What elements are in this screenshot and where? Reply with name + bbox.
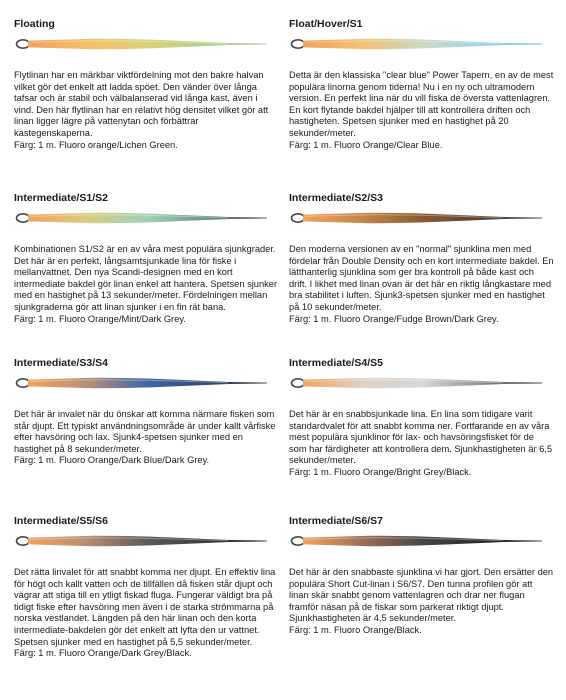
- loop-icon: [17, 379, 30, 387]
- loop-icon: [17, 537, 30, 545]
- line-color-info: Färg: 1 m. Fluoro orange/Lichen Green.: [14, 139, 178, 150]
- fly-line-illustration: [289, 533, 544, 549]
- fly-line-illustration: [14, 375, 269, 391]
- line-title: Floating: [14, 18, 55, 30]
- fly-line-illustration: [289, 375, 544, 391]
- line-card-intermediate-s5-s6: [14, 514, 279, 660]
- line-card-intermediate-s2-s3: [289, 191, 554, 325]
- loop-icon: [17, 214, 30, 222]
- fly-line-illustration: [14, 210, 269, 226]
- line-description: Den moderna versionen av en "normal" sjunklina men med fördelar från Double Density och en kort intermediate bakdel. En lätthanterlig sjunklina som ger bra kontroll på både kast och drift. I likhet med linan ovan är det här en riktig långkastare med bra stabilitet i luften. Sjunk3-spetsen sjunker med en hastighet på 10 sekunder/meter.: [289, 244, 554, 312]
- line-description-block: [14, 567, 279, 660]
- line-description: Det här är den snabbaste sjunklina vi har gjort. Den ersätter den populära Short Cut-linan i S6/S7. Den tunna profilen gör att linan skär snabbt genom vattenlagren och drar ner flugan framför näsan på de fiskar som parkerat riktigt djupt. Sjunkhastigheten är 4,5 sekunder/meter.: [289, 567, 554, 624]
- line-description: Kombinationen S1/S2 är en av våra mest populära sjunkgrader. Det här är en perfekt, långsamtsjunkade lina för fiske i mellanvattnet. Den nya Scandi-designen med en kort intermediate bakdel gör linan enkel att hantera. Spetsen sjunker med en hastighet på 13 sekunder/meter. Fördelningen mellan sjunkgraderna gör att linan sjunker i en fin rät bana.: [14, 244, 278, 312]
- line-color-info: Färg: 1 m. Fluoro Orange/Fudge Brown/Dark Grey.: [289, 313, 499, 324]
- fly-line-illustration: [289, 36, 544, 52]
- line-card-intermediate-s4-s5: [289, 356, 554, 479]
- line-card-intermediate-s6-s7: [289, 514, 554, 637]
- line-body: [303, 213, 542, 223]
- line-card-float-hover-s1: [289, 17, 554, 151]
- line-description-block: [289, 567, 554, 637]
- line-description: Detta är den klassiska "clear blue" Power Tapern, en av de mest populära linorna genom tiderna! Nu i en ny och ultramodern version. En perfekt lina när du vill fiska de översta vattenlagren. En kort flytande bakdel hjälper till att kontrollera driften och hastigheten. Spetsen sjunker med en hastighet på 20 sekunder/meter.: [289, 70, 554, 138]
- line-title: Intermediate/S6/S7: [289, 515, 383, 527]
- line-description-block: [14, 244, 279, 325]
- line-description-block: [289, 70, 554, 151]
- line-description-block: [14, 70, 279, 151]
- line-card-floating: [14, 17, 279, 151]
- line-body: [28, 536, 267, 546]
- line-color-info: Färg: 1 m. Fluoro Orange/Black.: [289, 624, 422, 635]
- line-description: Det här är invalet när du önskar att komma närmare fisken som står djupt. Ett typiskt användningsområde är under kallt vårfiske efter havsöring och lax. Sjunk4-spetsen sjunker med en hastighet på 8 sekunder/meter.: [14, 409, 276, 454]
- line-card-intermediate-s1-s2: [14, 191, 279, 325]
- loop-icon: [292, 537, 305, 545]
- line-description-block: [289, 244, 554, 325]
- line-title: Float/Hover/S1: [289, 18, 363, 30]
- line-body: [303, 378, 542, 388]
- fly-line-illustration: [14, 36, 269, 52]
- line-color-info: Färg: 1 m. Fluoro Orange/Mint/Dark Grey.: [14, 313, 186, 324]
- line-color-info: Färg: 1 m. Fluoro Orange/Dark Grey/Black.: [14, 648, 192, 659]
- line-title: Intermediate/S4/S5: [289, 357, 383, 369]
- line-body: [303, 39, 542, 49]
- line-description: Det här är en snabbsjunkade lina. En lina som tidigare varit standardvalet för att snabbt komma ner. Fortfarande en av våra mest populära sjunklinor för lax- och havsöringsfisket för de som har färdigheter att kontrollera dem. Sjunkhastigheten är 6,5 sekunder/meter.: [289, 409, 553, 466]
- line-body: [28, 378, 267, 388]
- line-description: Flytlinan har en märkbar viktfördelning mot den bakre halvan vilket gör det enkelt att ladda spöet. Den vänder över långa tafsar och är stabil och välbalanserad vid långa kast, även i vind. Den här flytlinan har en relativt hög densitet vilket gör att linan ligger lägre på vattenytan och förbättrar kastegenskaperna.: [14, 70, 269, 138]
- loop-icon: [292, 214, 305, 222]
- loop-icon: [292, 379, 305, 387]
- fly-line-illustration: [14, 533, 269, 549]
- loop-icon: [292, 40, 305, 48]
- line-color-info: Färg: 1 m. Fluoro Orange/Dark Blue/Dark Grey.: [14, 455, 210, 466]
- line-title: Intermediate/S1/S2: [14, 192, 108, 204]
- line-body: [28, 213, 267, 223]
- line-title: Intermediate/S2/S3: [289, 192, 383, 204]
- line-card-intermediate-s3-s4: [14, 356, 279, 467]
- line-description-block: [14, 409, 279, 467]
- loop-icon: [17, 40, 30, 48]
- line-color-info: Färg: 1 m. Fluoro Orange/Bright Grey/Black.: [289, 466, 472, 477]
- line-body: [303, 536, 542, 546]
- line-body: [28, 39, 267, 49]
- line-title: Intermediate/S3/S4: [14, 357, 108, 369]
- line-description: Det rätta linvalet för att snabbt komma ner djupt. En effektiv lina för högt och kallt vatten och de tillfällen då fisken står djupt och vägrar att stiga till en ytligt fiskad fluga. Fungerar väldigt bra på tidigt fiske efter havsöring men även i de starka strömmarna på norska vestlandet. Längden på den här linan och den korta intermediate-bakdelen gör det enkelt att lyfta den ur vattnet. Spetsen sjunker med en hastighet på 5,5 sekunder/meter.: [14, 567, 276, 647]
- fly-line-illustration: [289, 210, 544, 226]
- line-title: Intermediate/S5/S6: [14, 515, 108, 527]
- line-description-block: [289, 409, 554, 479]
- line-color-info: Färg: 1 m. Fluoro Orange/Clear Blue.: [289, 139, 443, 150]
